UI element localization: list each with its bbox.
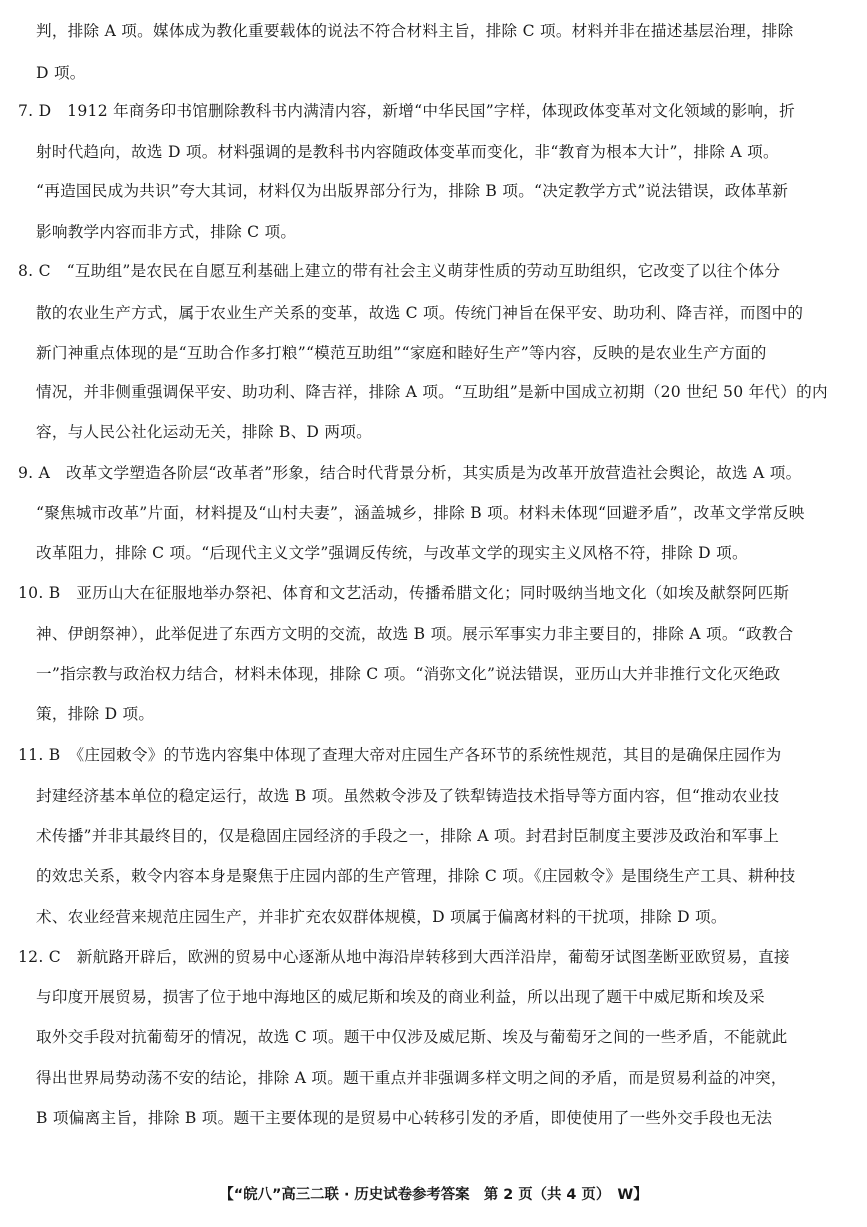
text-line: 新门神重点体现的是“互助合作多打粮”“模范互助组”“家庭和睦好生产”等内容，反映的是农业生产方面的 (36, 344, 767, 362)
text-line: 术、农业经营来规范庄园生产，并非扩充农奴群体规模，D 项属于偏离材料的干扰项，排除 D 项。 (36, 908, 727, 926)
question-8-line: 8. C “互助组”是农民在自愿互利基础上建立的带有社会主义萌芽性质的劳动互助组织，它改变了以往个体分 (18, 262, 781, 280)
text-line: 影响教学内容而非方式，排除 C 项。 (36, 223, 297, 241)
text-line: 射时代趋向，故选 D 项。材料强调的是教科书内容随政体变革而变化，非“教育为根本大计”，排除 A 项。 (36, 143, 779, 161)
text-line: 封建经济基本单位的稳定运行，故选 B 项。虽然敕令涉及了铁犁铸造技术指导等方面内容，但“推动农业技 (36, 787, 780, 805)
page-footer: 【“皖八”高三二联 · 历史试卷参考答案 第 2 页（共 4 页） W】 (219, 1187, 648, 1203)
text-line: B 项偏离主旨，排除 B 项。题干主要体现的是贸易中心转移引发的矛盾，即使使用了一些外交手段也无法 (36, 1109, 773, 1127)
text-line: 判，排除 A 项。媒体成为教化重要载体的说法不符合材料主旨，排除 C 项。材料并非在描述基层治理，排除 (36, 22, 794, 40)
text-line: 情况，并非侧重强调保平安、助功利、降吉祥，排除 A 项。“互助组”是新中国成立初期（20 世纪 50 年代）的内 (36, 383, 828, 401)
text-line: 术传播”并非其最终目的，仅是稳固庄园经济的手段之一，排除 A 项。封君封臣制度主要涉及政治和军事上 (36, 827, 780, 845)
text-line: “聚焦城市改革”片面，材料提及“山村夫妻”，涵盖城乡，排除 B 项。材料未体现“回避矛盾”，改革文学常反映 (36, 504, 805, 522)
question-11-line: 11. B 《庄园敕令》的节选内容集中体现了查理大帝对庄园生产各环节的系统性规范，其目的是确保庄园作为 (18, 746, 782, 764)
text-line: D 项。 (36, 64, 86, 82)
text-line: “再造国民成为共识”夸大其词，材料仅为出版界部分行为，排除 B 项。“决定教学方式”说法错误，政体革新 (36, 182, 789, 200)
text-line: 散的农业生产方式，属于农业生产关系的变革，故选 C 项。传统门神旨在保平安、助功利、降吉祥，而图中的 (36, 304, 804, 322)
question-10-line: 10. B 亚历山大在征服地举办祭祀、体育和文艺活动，传播希腊文化；同时吸纳当地文化（如埃及献祭阿匹斯 (18, 584, 790, 602)
text-line: 的效忠关系，敕令内容本身是聚焦于庄园内部的生产管理，排除 C 项。《庄园敕令》是围绕生产工具、耕种技 (36, 867, 796, 885)
question-9-line: 9. A 改革文学塑造各阶层“改革者”形象，结合时代背景分析，其实质是为改革开放营造社会舆论，故选 A 项。 (18, 464, 802, 482)
text-line: 策，排除 D 项。 (36, 705, 155, 723)
question-7-line: 7. D 1912 年商务印书馆删除教科书内满清内容，新增“中华民国”字样，体现政体变革对文化领域的影响，折 (18, 102, 795, 120)
text-line: 容，与人民公社化运动无关，排除 B、D 两项。 (36, 423, 372, 441)
text-line: 改革阻力，排除 C 项。“后现代主义文学”强调反传统，与改革文学的现实主义风格不符，排除 D 项。 (36, 544, 748, 562)
text-line: 得出世界局势动荡不安的结论，排除 A 项。题干重点并非强调多样文明之间的矛盾，而是贸易利益的冲突， (36, 1069, 787, 1087)
text-line: 神、伊朗祭神），此举促进了东西方文明的交流，故选 B 项。展示军事实力非主要目的，排除 A 项。“政教合 (36, 625, 794, 643)
question-12-line: 12. C 新航路开辟后，欧洲的贸易中心逐渐从地中海沿岸转移到大西洋沿岸，葡萄牙试图垄断亚欧贸易，直接 (18, 948, 790, 966)
text-line: 取外交手段对抗葡萄牙的情况，故选 C 项。题干中仅涉及威尼斯、埃及与葡萄牙之间的一些矛盾，不能就此 (36, 1028, 788, 1046)
text-line: 与印度开展贸易，损害了位于地中海地区的威尼斯和埃及的商业利益，所以出现了题干中威尼斯和埃及采 (36, 988, 765, 1006)
text-line: 一”指宗教与政治权力结合，材料未体现，排除 C 项。“消弥文化”说法错误，亚历山大并非推行文化灭绝政 (36, 665, 781, 683)
